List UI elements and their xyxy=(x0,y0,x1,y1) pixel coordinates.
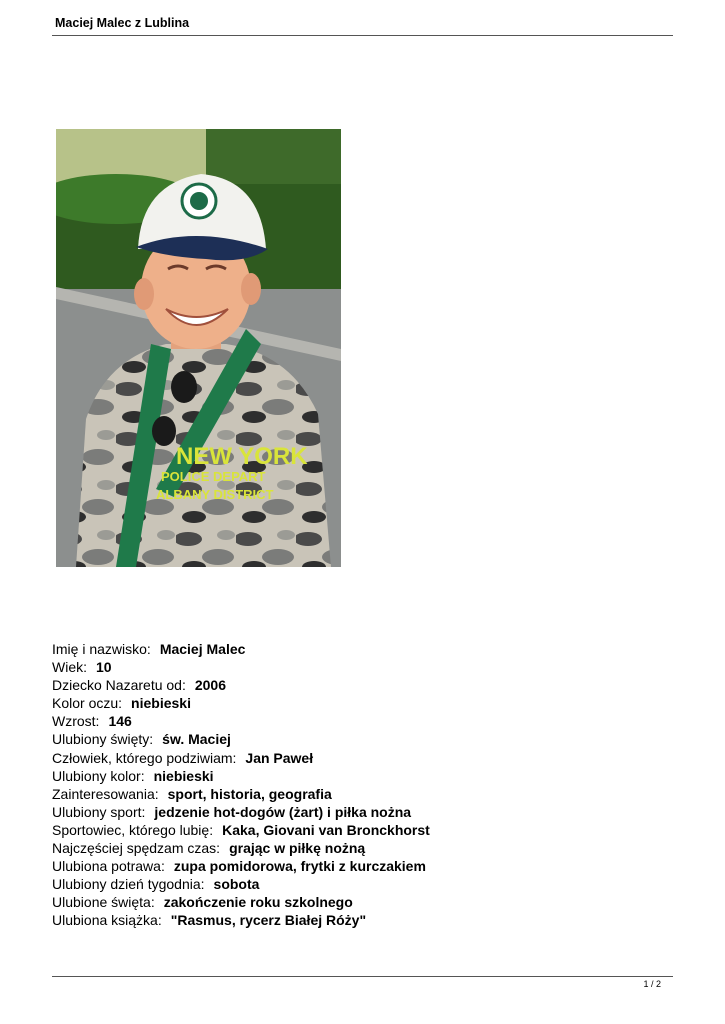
profile-field xyxy=(52,712,430,730)
profile-field-value: sport, historia, geografia xyxy=(167,785,332,802)
profile-field xyxy=(52,658,430,676)
profile-field-value: zupa pomidorowa, frytki z kurczakiem xyxy=(173,858,426,875)
profile-field-label: Kolor oczu: xyxy=(52,695,123,712)
profile-field-label: Człowiek, którego podziwiam: xyxy=(52,749,237,766)
profile-field xyxy=(52,767,430,785)
profile-field-label: Dziecko Nazaretu od: xyxy=(52,677,186,694)
profile-field xyxy=(52,911,430,929)
profile-field xyxy=(52,785,430,803)
profile-field xyxy=(52,875,430,893)
shirt-print-line2: POLICE DEPART xyxy=(161,469,266,484)
footer-divider xyxy=(52,976,673,977)
profile-field-label: Imię i nazwisko: xyxy=(52,641,151,657)
profile-field xyxy=(52,803,430,821)
shirt-print-line1: NEW YORK xyxy=(176,443,308,470)
profile-field xyxy=(52,640,430,658)
profile-field-value: 10 xyxy=(96,659,112,676)
profile-field-label: Ulubiona potrawa: xyxy=(52,858,165,875)
profile-field-value: niebieski xyxy=(153,767,214,784)
profile-field-value: Jan Paweł xyxy=(245,749,314,766)
profile-field xyxy=(52,676,430,694)
profile-photo-illustration xyxy=(56,129,341,567)
profile-field-label: Ulubione święta: xyxy=(52,894,155,911)
profile-field xyxy=(52,839,430,857)
profile-field-value: niebieski xyxy=(131,695,191,712)
profile-field-value: Maciej Malec xyxy=(159,641,246,657)
profile-field-value: jedzenie hot-dogów (żart) i piłka nożna xyxy=(154,803,412,820)
profile-field-value: sobota xyxy=(213,876,260,893)
profile-field-value: św. Maciej xyxy=(162,731,231,748)
profile-field xyxy=(52,694,430,712)
profile-field-value: grając w piłkę nożną xyxy=(229,840,366,857)
profile-field-label: Sportowiec, którego lubię: xyxy=(52,821,214,838)
profile-field-label: Ulubiona książka: xyxy=(52,912,162,929)
profile-field-label: Najczęściej spędzam czas: xyxy=(52,840,221,857)
profile-field-label: Ulubiony sport: xyxy=(52,803,146,820)
profile-field-value: "Rasmus, rycerz Białej Róży" xyxy=(170,912,367,929)
profile-list xyxy=(52,640,430,930)
profile-field-label: Zainteresowania: xyxy=(52,785,159,802)
profile-field-value: 146 xyxy=(108,713,132,730)
page-header-title: Maciej Malec z Lublina xyxy=(55,16,190,30)
profile-photo xyxy=(56,129,341,567)
header-divider xyxy=(52,35,673,36)
profile-field-label: Ulubiony dzień tygodnia: xyxy=(52,876,205,893)
profile-field xyxy=(52,749,430,767)
profile-field-value: Kaka, Giovani van Bronckhorst xyxy=(222,821,430,838)
profile-field xyxy=(52,821,430,839)
profile-field-value: 2006 xyxy=(194,677,226,694)
profile-field xyxy=(52,857,430,875)
profile-field-value: zakończenie roku szkolnego xyxy=(163,894,353,911)
profile-field-label: Ulubiony kolor: xyxy=(52,767,145,784)
profile-field-label: Wiek: xyxy=(52,659,87,676)
shirt-print-line3: ALBANY DISTRICT xyxy=(156,487,274,502)
profile-field-label: Wzrost: xyxy=(52,713,100,730)
profile-field xyxy=(52,893,430,911)
profile-field-label: Ulubiony święty: xyxy=(52,731,154,748)
page-number: 1 / 2 xyxy=(643,979,661,989)
profile-field xyxy=(52,730,430,748)
